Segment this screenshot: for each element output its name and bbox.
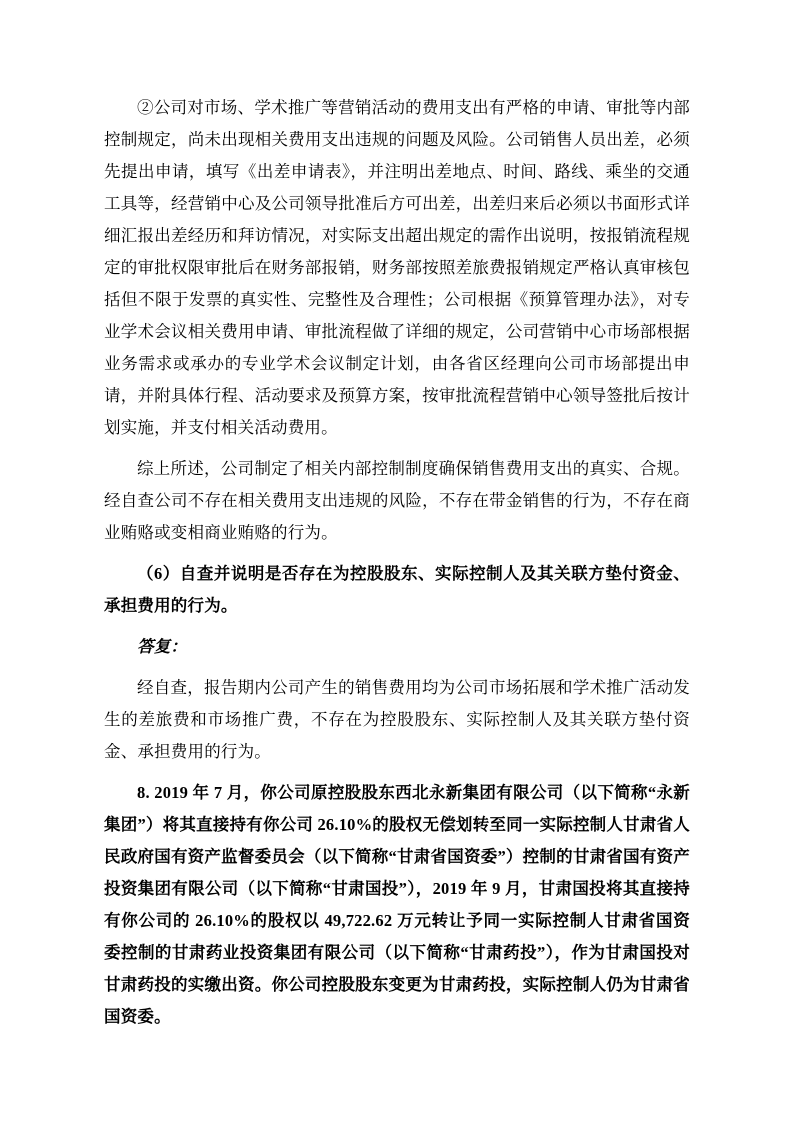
question-6-heading: （6）自查并说明是否存在为控股股东、实际控制人及其关联方垫付资金、承担费用的行为。 <box>104 564 690 615</box>
reply-label: 答复： <box>137 637 188 656</box>
question-8-heading: 8. 2019 年 7 月，你公司原控股股东西北永新集团有限公司（以下简称“永新集团”）将其直接持有你公司 26.10%的股权无偿划转至同一实际控制人甘肃省人民政府国有资产监督委员会（以下简称“甘肃省国资委”）控制的甘肃省国有资产投资集团有限公司（以下简称“甘肃国投”），2019 年 9 月，甘肃国投将其直接持有你公司的 26.10%的股权以 49,722.62 万元转让予同一实际控制人甘肃省国资委控制的甘肃药业投资集团有限公司（以下简称“甘肃药投”），作为甘肃国投对甘肃药投的实缴出资。你公司控股股东变更为甘肃药投，实际控制人仍为甘肃省国资委。 <box>104 783 690 1026</box>
paragraph-internal-control-detail: ②公司对市场、学术推广等营销活动的费用支出有严格的申请、审批等内部控制规定，尚未出现相关费用支出违规的问题及风险。公司销售人员出差，必须先提出申请，填写《出差申请表》，并注明出差地点、时间、路线、乘坐的交通工具等，经营销中心及公司领导批准后方可出差，出差归来后必须以书面形式详细汇报出差经历和拜访情况，对实际支出超出规定的需作出说明，按报销流程规定的审批权限审批后在财务部报销，财务部按照差旅费报销规定严格认真审核包括但不限于发票的真实性、完整性及合理性；公司根据《预算管理办法》，对专业学术会议相关费用申请、审批流程做了详细的规定，公司营销中心市场部根据业务需求或承办的专业学术会议制定计划，由各省区经理向公司市场部提出申请，并附具体行程、活动要求及预算方案，按审批流程营销中心领导签批后按计划实施，并支付相关活动费用。 <box>104 98 690 437</box>
paragraph-reply-content: 经自查，报告期内公司产生的销售费用均为公司市场拓展和学术推广活动发生的差旅费和市场推广费，不存在为控股股东、实际控制人及其关联方垫付资金、承担费用的行为。 <box>104 678 690 761</box>
paragraph-summary-conclusion: 综上所述，公司制定了相关内部控制制度确保销售费用支出的真实、合规。经自查公司不存在相关费用支出违规的风险，不存在带金销售的行为，不存在商业贿赂或变相商业贿赂的行为。 <box>104 459 690 542</box>
